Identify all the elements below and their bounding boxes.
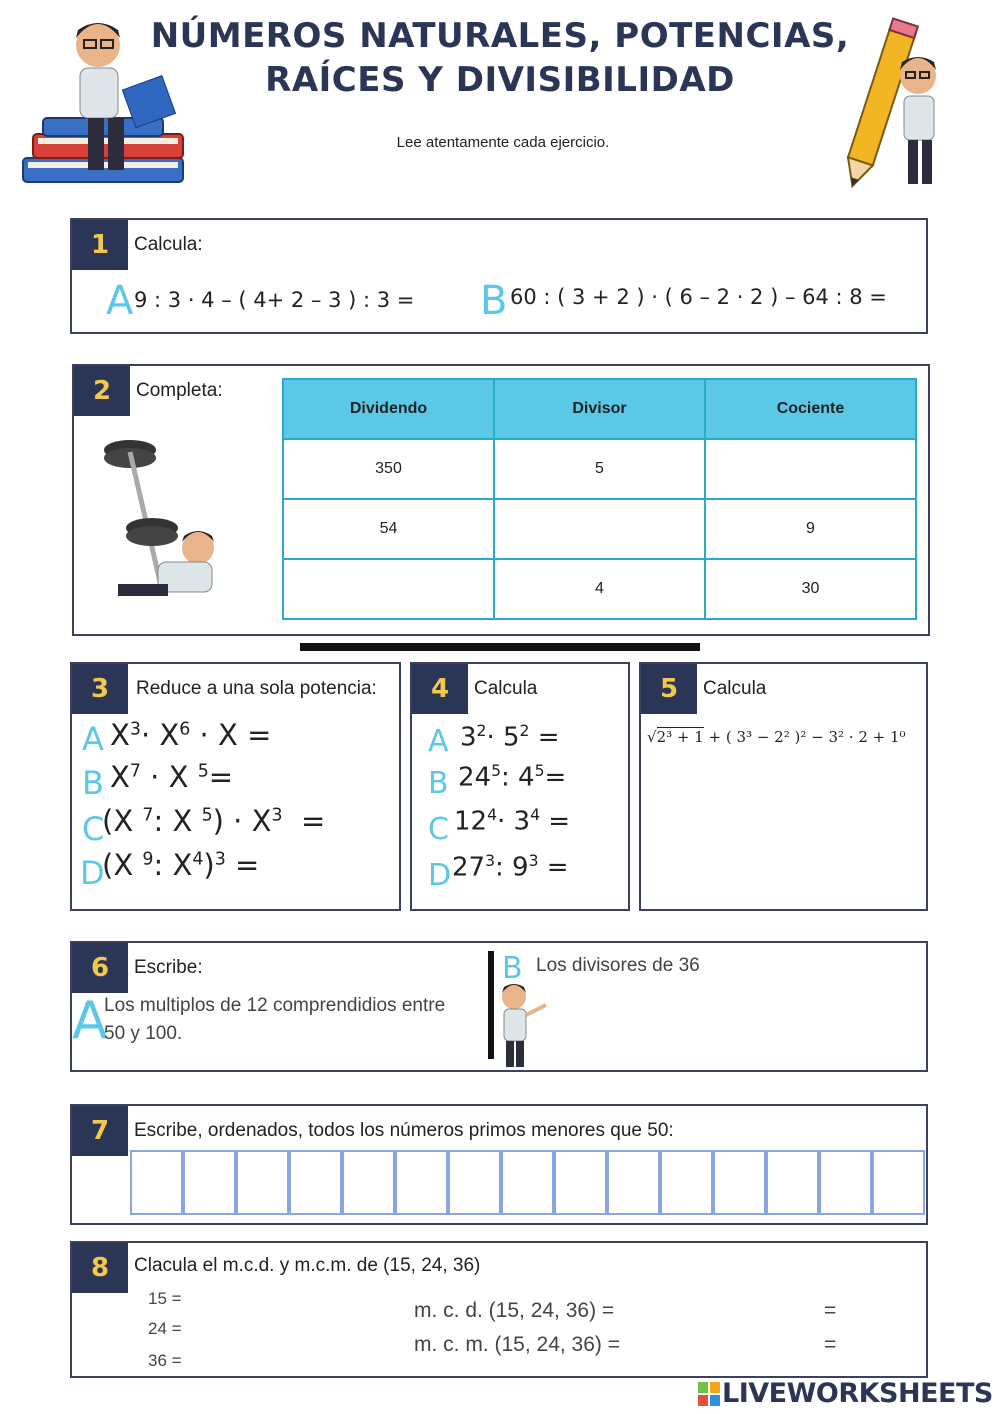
exercise-3-prompt: Reduce a una sola potencia: (136, 678, 377, 699)
exercise-8-number: 8 (72, 1243, 128, 1293)
exercise-1-box (70, 218, 928, 334)
mcm-line: m. c. m. (15, 24, 36) = (414, 1333, 620, 1356)
answer-cell[interactable] (660, 1150, 713, 1215)
exercise-4-c-expression: $12^4\cdot 3^4$ = (454, 806, 571, 837)
table-row (283, 499, 916, 559)
answer-cell[interactable] (554, 1150, 607, 1215)
exercise-3-d-expression: (X $^9$: $X^4)^3$ = (102, 848, 260, 882)
exercise-3-number: 3 (72, 664, 128, 714)
exercise-6-b-text: Los divisores de 36 (536, 955, 700, 976)
exercise-3-a-expression: $X^3\cdot X^6 \cdot X$ = (110, 718, 272, 752)
answer-cell[interactable] (236, 1150, 289, 1215)
exercise-6-a-text-line2: 50 y 100. (104, 1023, 183, 1044)
exercise-2-number: 2 (74, 366, 130, 416)
exercise-5-box (639, 662, 928, 911)
page-subtitle: Lee atentamente cada ejercicio. (396, 134, 610, 151)
mcm-result-equals: = (824, 1333, 837, 1356)
exercise-3-b-label: B (82, 764, 104, 802)
section-divider (300, 643, 700, 651)
exercise-4-number: 4 (412, 664, 468, 714)
exercise-7-number: 7 (72, 1106, 128, 1156)
exercise-4-d-label: D (428, 858, 452, 893)
exercise-4-b-expression: $24^5$: $4^5=$ (458, 762, 567, 793)
table-cell: 4 (494, 559, 705, 619)
exercise-4-box (410, 662, 630, 911)
exercise-3-a-label: A (82, 720, 104, 758)
page-title-line2: RAÍCES Y DIVISIBILIDAD (265, 60, 735, 100)
exercise-1-a-expression: 9 : 3 · 4 – ( 4+ 2 – 3 ) : 3 = (134, 288, 415, 312)
exercise-7-prompt: Escribe, ordenados, todos los números primos menores que 50: (134, 1120, 674, 1141)
answer-input-cell[interactable] (705, 439, 916, 499)
table-cell: 350 (283, 439, 494, 499)
answer-cell[interactable] (872, 1150, 925, 1215)
answer-cell[interactable] (342, 1150, 395, 1215)
exercise-1-b-expression: 60 : ( 3 + 2 ) · ( 6 – 2 · 2 ) – 64 : 8 = (510, 285, 887, 309)
exercise-7-box (70, 1104, 928, 1225)
exercise-3-d-label: D (80, 854, 105, 892)
factorization-24: 24 = (148, 1319, 182, 1338)
answer-cell[interactable] (607, 1150, 660, 1215)
exercise-6-b-label: B (502, 951, 523, 986)
exercise-5-expression: √2³ + 1 + ( 3³ − 2² )² − 3² · 2 + 1⁰ (647, 728, 906, 746)
weightlifting-avatar-illustration (100, 432, 220, 612)
exercise-2-box (72, 364, 930, 636)
pointing-avatar-illustration (494, 981, 554, 1071)
answer-input-cell[interactable] (494, 499, 705, 559)
exercise-1-number: 1 (72, 220, 128, 270)
answer-cell[interactable] (183, 1150, 236, 1215)
pencil-avatar-illustration (838, 14, 948, 194)
page-title-line1: NÚMEROS NATURALES, POTENCIAS, (150, 16, 850, 56)
mcd-line: m. c. d. (15, 24, 36) = (414, 1299, 615, 1322)
exercise-4-c-label: C (428, 812, 449, 847)
answer-cell[interactable] (448, 1150, 501, 1215)
exercise-1-prompt: Calcula: (134, 234, 203, 255)
exercise-8-box (70, 1241, 928, 1378)
division-table (282, 378, 917, 620)
answer-cell[interactable] (713, 1150, 766, 1215)
table-header-cociente: Cociente (705, 379, 916, 439)
exercise-6-a-label: A (72, 991, 108, 1051)
exercise-4-d-expression: $27^3$: $9^3$ = (452, 852, 569, 883)
factorization-36: 36 = (148, 1351, 182, 1370)
exercise-6-prompt: Escribe: (134, 957, 203, 978)
exercise-1-b-label: B (480, 278, 508, 324)
exercise-5-prompt: Calcula (703, 678, 767, 699)
exercise-3-c-label: C (82, 810, 105, 848)
exercise-3-c-expression: (X $^7$: X $^5) \cdot X^3$ = (102, 804, 326, 838)
exercise-8-prompt: Clacula el m.c.d. y m.c.m. de (15, 24, 36) (134, 1255, 481, 1276)
answer-cell[interactable] (130, 1150, 183, 1215)
factorization-15: 15 = (148, 1289, 182, 1308)
exercise-2-prompt: Completa: (136, 380, 223, 401)
exercise-6-number: 6 (72, 943, 128, 993)
table-header-divisor: Divisor (494, 379, 705, 439)
exercise-3-b-expression: $X^7 \cdot X$ $^5$= (110, 760, 234, 794)
liveworksheets-logo-icon (698, 1382, 720, 1406)
exercise-5-number: 5 (641, 664, 697, 714)
primes-answer-row (130, 1150, 926, 1215)
table-header-dividendo: Dividendo (283, 379, 494, 439)
footer-brand: LIVEWORKSHEETS (722, 1378, 993, 1409)
answer-cell[interactable] (289, 1150, 342, 1215)
answer-cell[interactable] (819, 1150, 872, 1215)
exercise-3-box (70, 662, 401, 911)
answer-cell[interactable] (766, 1150, 819, 1215)
exercise-4-a-expression: $3^2\cdot 5^2$ = (460, 722, 560, 753)
mcd-result-equals: = (824, 1299, 837, 1322)
exercise-6-box (70, 941, 928, 1072)
table-cell: 5 (494, 439, 705, 499)
table-cell: 9 (705, 499, 916, 559)
exercise-1-a-label: A (106, 278, 134, 324)
table-row (283, 439, 916, 499)
table-cell: 30 (705, 559, 916, 619)
exercise-4-b-label: B (428, 766, 449, 801)
answer-cell[interactable] (501, 1150, 554, 1215)
table-cell: 54 (283, 499, 494, 559)
exercise-6-a-text-line1: Los multiplos de 12 comprendidios entre (104, 995, 446, 1016)
exercise-4-prompt: Calcula (474, 678, 538, 699)
table-row (283, 559, 916, 619)
exercise-4-a-label: A (428, 724, 449, 759)
answer-input-cell[interactable] (283, 559, 494, 619)
answer-cell[interactable] (395, 1150, 448, 1215)
